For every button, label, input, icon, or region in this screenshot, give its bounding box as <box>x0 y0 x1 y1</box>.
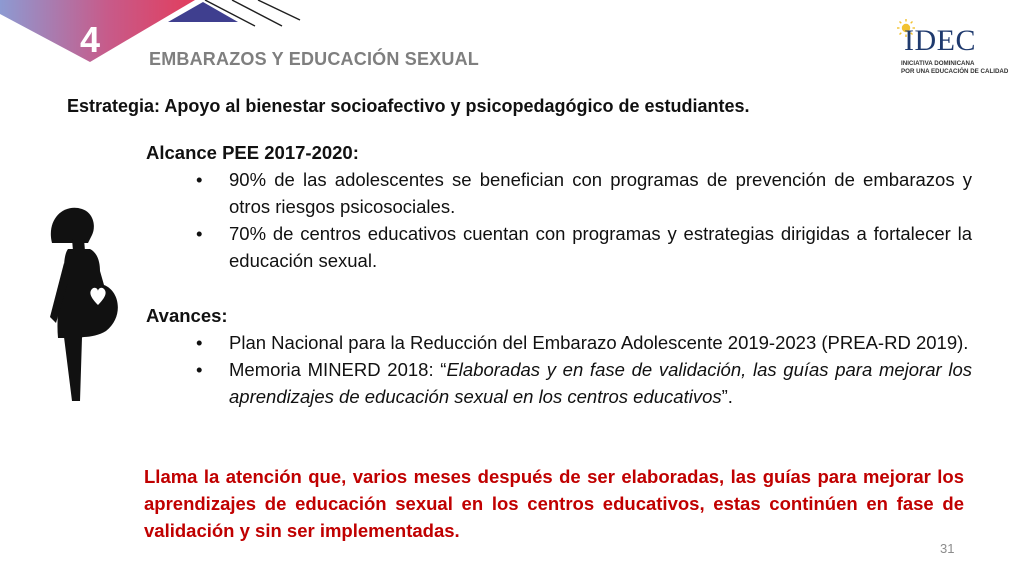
alcance-bullet-list <box>146 166 972 274</box>
bullet-glyph: • <box>196 359 203 380</box>
bullet-glyph: • <box>196 332 203 353</box>
callout-text: Llama la atención que, varios meses después de ser elaboradas, las guías para mejorar los aprendizajes de educación sexual en los centros educativos, estas continúen en fase de validación y sin ser implementadas. <box>144 466 964 541</box>
pregnant-woman-icon <box>38 205 120 405</box>
idec-logo <box>888 18 1008 80</box>
logo-tagline-2: POR UNA EDUCACIÓN DE CALIDAD <box>901 68 1009 75</box>
header-line-2 <box>232 0 282 26</box>
alcance-bullet-1-text: 90% de las adolescentes se benefician con programas de prevención de embarazos y otros riesgos psicosociales. <box>229 169 972 217</box>
page-number: 31 <box>940 541 955 556</box>
avances-section <box>146 302 972 410</box>
section-number: 4 <box>79 19 101 60</box>
logo-wordmark: IDEC <box>904 24 976 57</box>
alcance-section <box>146 139 972 274</box>
alcance-heading: Alcance PEE 2017-2020: <box>146 142 359 163</box>
bullet-glyph: • <box>196 169 203 190</box>
alcance-bullet-1 <box>146 166 972 220</box>
bullet-glyph: • <box>196 223 203 244</box>
avances-bullet-2 <box>146 356 972 410</box>
strategy-heading: Estrategia: Apoyo al bienestar socioafectivo y psicopedagógico de estudiantes. <box>67 96 750 116</box>
avances-bullet-2-prefix: Memoria MINERD 2018: “ <box>229 359 447 380</box>
legs-shape <box>64 337 82 401</box>
avances-heading: Avances: <box>146 305 228 326</box>
alcance-bullet-2-text: 70% de centros educativos cuentan con programas y estrategias dirigidas a fortalecer la educación sexual. <box>229 223 972 271</box>
avances-bullet-1 <box>146 329 972 356</box>
avances-bullet-1-text: Plan Nacional para la Reducción del Embarazo Adolescente 2019-2023 (PREA-RD 2019). <box>229 332 969 353</box>
logo-tagline-1: INICIATIVA DOMINICANA <box>901 60 975 67</box>
avances-bullet-2-quote: Elaboradas y en fase de validación, las guías para mejorar los aprendizajes de educación sexual en los centros educativos <box>229 359 972 407</box>
section-title: EMBARAZOS Y EDUCACIÓN SEXUAL <box>149 49 479 69</box>
avances-bullet-2-suffix: ”. <box>721 386 733 407</box>
torso-shape <box>57 249 117 338</box>
avances-bullet-list <box>146 329 972 410</box>
alcance-bullet-2 <box>146 220 972 274</box>
hair-head-shape <box>51 208 94 243</box>
